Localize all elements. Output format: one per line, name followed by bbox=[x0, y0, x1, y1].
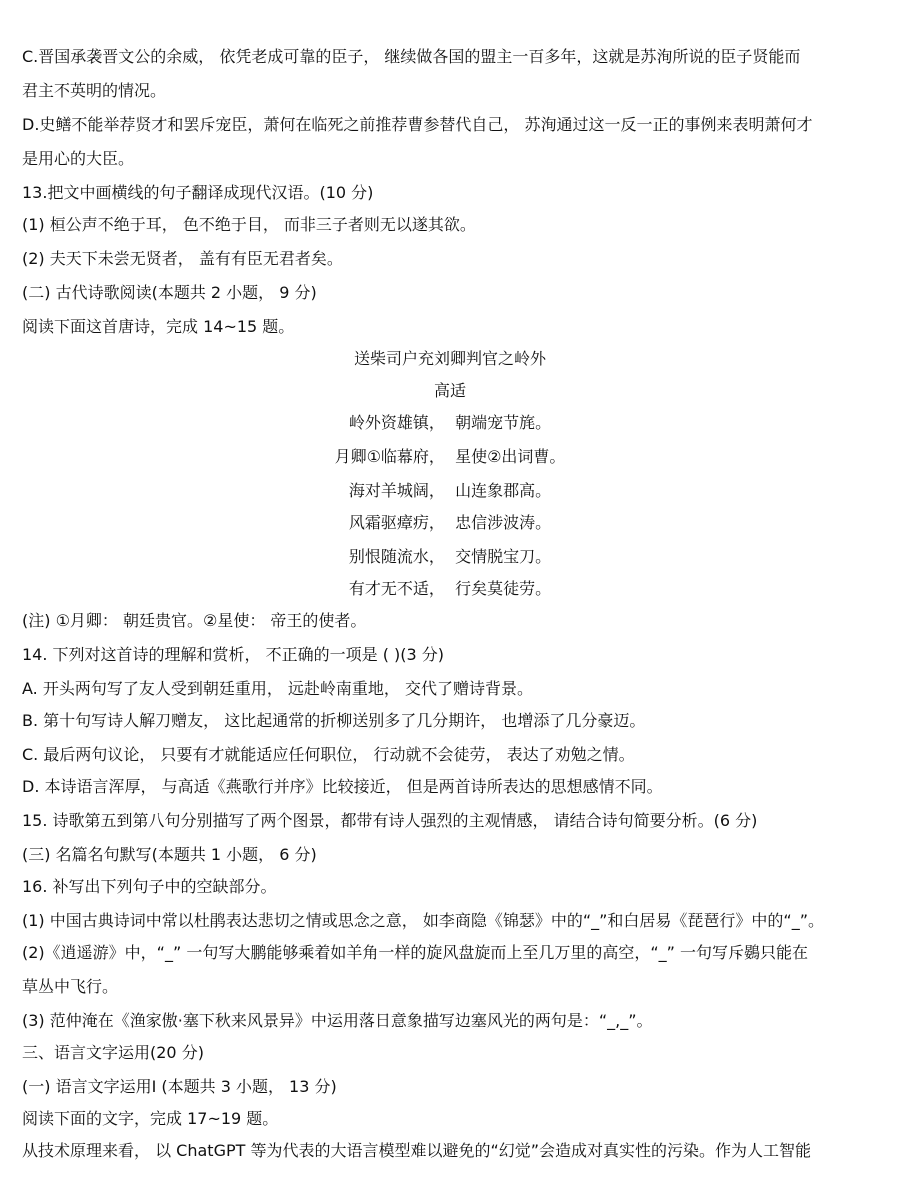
poem-title: 送柴司户充刘卿判官之岭外 bbox=[353, 349, 546, 368]
section-3-heading: (三) 名篇名句默写(本题共 1 小题， 6 分) bbox=[22, 845, 317, 864]
question-14-option-d: D. 本诗语言浑厚， 与高适《燕歌行并序》比较接近， 但是两首诗所表达的思想感情不同。 bbox=[22, 777, 663, 796]
poem-line: 别恨随流水， 交情脱宝刀。 bbox=[348, 547, 552, 566]
poem-notes: (注) ①月卿： 朝廷贵官。②星使： 帝王的使者。 bbox=[22, 611, 367, 630]
question-14-option-c: C. 最后两句议论， 只要有才就能适应任何职位， 行动就不会徒劳， 表达了劝勉之情。 bbox=[22, 745, 635, 764]
poem-line: 月卿①临幕府， 星使②出词曹。 bbox=[334, 447, 566, 466]
option-c-line-1: C.晋国承袭晋文公的余威， 依凭老成可靠的臣子， 继续做各国的盟主一百多年，这就是苏洵所说的臣子贤能而 bbox=[22, 47, 801, 66]
question-16: 16. 补写出下列句子中的空缺部分。 bbox=[22, 877, 277, 896]
question-16-item-3: (3) 范仲淹在《渔家傲·塞下秋来风景异》中运用落日意象描写边塞风光的两句是：“_,_”。 bbox=[22, 1011, 653, 1030]
question-13-item-1: (1) 桓公声不绝于耳， 色不绝于目， 而非三子者则无以遂其欲。 bbox=[22, 215, 476, 234]
option-c-line-2: 君主不英明的情况。 bbox=[22, 81, 167, 100]
reading-instruction: 阅读下面的文字，完成 17~19 题。 bbox=[22, 1109, 279, 1128]
question-16-item-2-line-1: (2)《逍遥游》中，“_” 一句写大鹏能够乘着如羊角一样的旋风盘旋而上至几万里的高空，“_” 一句写斥鷃只能在 bbox=[22, 943, 808, 962]
poem-line: 海对羊城阔， 山连象郡高。 bbox=[348, 481, 552, 500]
question-14-option-a: A. 开头两句写了友人受到朝廷重用， 远赴岭南重地， 交代了赠诗背景。 bbox=[22, 679, 534, 698]
question-14-option-b: B. 第十句写诗人解刀赠友， 这比起通常的折柳送别多了几分期许， 也增添了几分豪迈。 bbox=[22, 711, 646, 730]
poem-instruction: 阅读下面这首唐诗，完成 14~15 题。 bbox=[22, 317, 295, 336]
question-16-item-2-line-2: 草丛中飞行。 bbox=[22, 977, 119, 996]
passage-first-line: 从技术原理来看， 以 ChatGPT 等为代表的大语言模型难以避免的“幻觉”会造成对真实性的污染。作为人工智能 bbox=[22, 1141, 812, 1160]
question-14: 14. 下列对这首诗的理解和赏析， 不正确的一项是 ( )(3 分) bbox=[22, 645, 445, 664]
option-d-line-2: 是用心的大臣。 bbox=[22, 149, 135, 168]
poem-line: 岭外资雄镇， 朝端宠节旄。 bbox=[348, 413, 552, 432]
section-2-heading: (二) 古代诗歌阅读(本题共 2 小题， 9 分) bbox=[22, 283, 317, 302]
poem-line: 有才无不适， 行矣莫徒劳。 bbox=[348, 579, 552, 598]
part-3-subsection-heading: (一) 语言文字运用Ⅰ (本题共 3 小题， 13 分) bbox=[22, 1077, 337, 1096]
question-16-item-1: (1) 中国古典诗词中常以杜鹃表达悲切之情或思念之意， 如李商隐《锦瑟》中的“_”和白居易《琵琶行》中的“_”。 bbox=[22, 911, 824, 930]
option-d-line-1: D.史鳝不能举荐贤才和罢斥宠臣，萧何在临死之前推荐曹参替代自己， 苏洵通过这一反一正的事例来表明萧何才 bbox=[22, 115, 813, 134]
part-3-heading: 三、语言文字运用(20 分) bbox=[22, 1043, 204, 1062]
question-13: 13.把文中画横线的句子翻译成现代汉语。(10 分) bbox=[22, 183, 374, 202]
question-13-item-2: (2) 夫天下未尝无贤者， 盖有有臣无君者矣。 bbox=[22, 249, 343, 268]
poem-line: 风霜驱瘴疠， 忠信涉波涛。 bbox=[348, 513, 552, 532]
question-15: 15. 诗歌第五到第八句分别描写了两个图景，都带有诗人强烈的主观情感， 请结合诗句简要分析。(6 分) bbox=[22, 811, 758, 830]
poem-author: 高适 bbox=[433, 381, 466, 400]
